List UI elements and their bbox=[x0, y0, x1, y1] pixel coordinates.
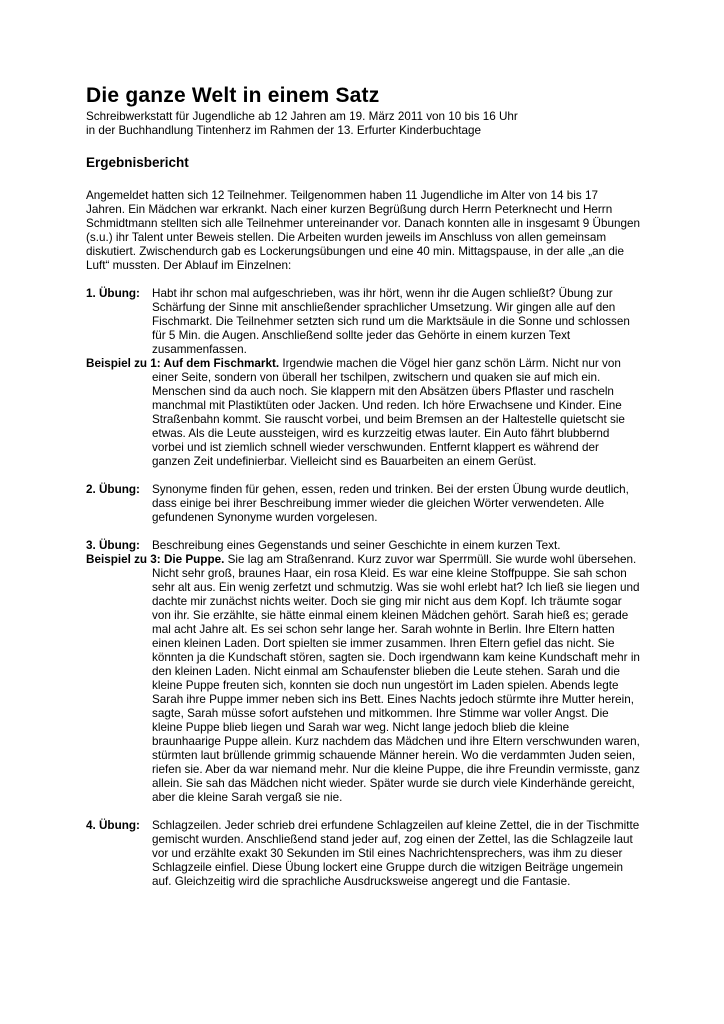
exercise-3-label: 3. Übung: bbox=[86, 539, 140, 552]
exercise-2-block bbox=[86, 483, 640, 525]
example-1-label: Beispiel zu 1: Auf dem Fischmarkt. bbox=[86, 357, 280, 370]
exercise-2-text: Synonyme finden für gehen, essen, reden und trinken. Bei der ersten Übung wurde deutlich, dass einige bei ihrer Beschreibung immer wieder die gleichen Wörter verwendeten. Alle gefundenen Synonyme wurden vorgelesen. bbox=[152, 483, 629, 524]
example-3-block bbox=[86, 553, 640, 805]
subtitle-line-1: Schreibwerkstatt für Jugendliche ab 12 Jahren am 19. März 2011 von 10 bis 16 Uhr bbox=[86, 110, 518, 123]
exercise-1-block bbox=[86, 287, 640, 357]
exercise-4-block bbox=[86, 819, 640, 889]
exercise-3-text: Beschreibung eines Gegenstands und seiner Geschichte in einem kurzen Text. bbox=[152, 539, 561, 552]
exercise-4-label: 4. Übung: bbox=[86, 819, 140, 832]
example-3-label: Beispiel zu 3: Die Puppe. bbox=[86, 553, 225, 566]
subtitle-line-2: in der Buchhandlung Tintenherz im Rahmen der 13. Erfurter Kinderbuchtage bbox=[86, 124, 482, 137]
exercise-3-block bbox=[86, 539, 640, 553]
report-heading: Ergebnisbericht bbox=[86, 155, 189, 170]
example-3-text: Sie lag am Straßenrand. Kurz zuvor war Sperrmüll. Sie wurde wohl übersehen. Nicht sehr groß, braunes Haar, ein rosa Kleid. Es war eine kleine Stoffpuppe. Sie sah schon sehr alt aus. Ein wenig zerfetzt und schmutzig. Was sie wohl erlebt hat? Ich ließ sie liegen und dachte mir zunächst nichts weiter. Doch sie ging mir nicht aus dem Kopf. Ich träumte sogar von ihr. Sie erzählte, sie hätte einmal einem kleinen Mädchen gehört. Sarah hieß es; gerade mal acht Jahre alt. Es sei schon sehr lange her. Sarah wohnte in Berlin. Ihre Eltern hatten einen kleinen Laden. Dort spielten sie immer zusammen. Ihren Eltern gefiel das nicht. Sie könnten ja die Kundschaft stören, sagten sie. Doch irgendwann kam keine Kundschaft mehr in den kleinen Laden. Nicht einmal am Schaufenster blieben die Leute stehen. Sarah und die kleine Puppe freuten sich, konnten sie doch nun ungestört im Laden spielen. Abends legte Sarah ihre Puppe immer neben sich ins Bett. Eines Nachts jedoch stürmte ihre Mutter herein, sagte, Sarah müsse sofort aufstehen und mitkommen. Ihre Stimme war voller Angst. Die kleine Puppe blieb liegen und Sarah war weg. Nicht lange jedoch blieb die kleine braunhaarige Puppe allein. Kurz nachdem das Mädchen und ihre Eltern verschwunden waren, stürmten laut brüllende grimmig schauende Männer herein. Wo die verdammten Juden seien, riefen sie. Aber da war niemand mehr. Nur die kleine Puppe, die ihre Freundin vermisste, ganz allein. Sie sah das Mädchen nicht wieder. Später wurde sie durch viele Kinderhände gereicht, aber die kleine Sarah vergaß sie nie. bbox=[152, 553, 640, 804]
example-1-block bbox=[86, 357, 640, 469]
exercise-4-text: Schlagzeilen. Jeder schrieb drei erfundene Schlagzeilen auf kleine Zettel, die in der Tischmitte gemischt wurden. Anschließend stand jeder auf, zog einen der Zettel, las die Schlagzeile laut vor und erzählte exakt 30 Sekunden im Stil eines Nachrichtensprechers, was ihm zu dieser Schlagzeile einfiel. Diese Übung lockert eine Gruppe durch die witzigen Beiträge ungemein auf. Gleichzeitig wird die sprachliche Ausdrucksweise angeregt und die Fantasie. bbox=[152, 819, 640, 888]
document-subtitle bbox=[86, 110, 640, 138]
exercise-1-label: 1. Übung: bbox=[86, 287, 140, 300]
document-title: Die ganze Welt in einem Satz bbox=[86, 84, 380, 107]
intro-paragraph: Angemeldet hatten sich 12 Teilnehmer. Teilgenommen haben 11 Jugendliche im Alter von 14 bis 17 Jahren. Ein Mädchen war erkrankt. Nach einer kurzen Begrüßung durch Herrn Peterknecht und Herrn Schmidtmann stellten sich alle Teilnehmer untereinander vor. Danach konnten alle in insgesamt 9 Übungen (s.u.) ihr Talent unter Beweis stellen. Die Arbeiten wurden jeweils im Anschluss von allen gemeinsam diskutiert. Zwischendurch gab es Lockerungsübungen und eine 40 min. Mittagspause, in der alle „an die Luft“ mussten. Der Ablauf im Einzelnen: bbox=[86, 189, 640, 272]
exercise-1-text: Habt ihr schon mal aufgeschrieben, was ihr hört, wenn ihr die Augen schließt? Übung zur Schärfung der Sinne mit anschließender sprachlicher Umsetzung. Wir gingen alle auf den Fischmarkt. Die Teilnehmer setzten sich rund um die Marktsäule in die Sonne und schlossen für 5 Min. die Augen. Anschließend sollte jeder das Gehörte in einem kurzen Text zusammenfassen. bbox=[152, 287, 630, 356]
exercise-2-label: 2. Übung: bbox=[86, 483, 140, 496]
example-1-text: Irgendwie machen die Vögel hier ganz schön Lärm. Nicht nur von einer Seite, sondern von überall her tschilpen, zwitschern und quaken sie auf mich ein. Menschen sind da auch noch. Sie klappern mit den Absätzen übers Pflaster und rascheln manchmal mit Plastiktüten oder Jacken. Und reden. Ich höre Erwachsene und Kinder. Eine Straßenbahn kommt. Sie rauscht vorbei, und beim Bremsen an der Haltestelle quietscht sie etwas. Als die Leute aussteigen, wird es kurzzeitig etwas lauter. Ein Auto fährt blubbernd vorbei und ist ziemlich schnell wieder verschwunden. Entfernt klappert es während der ganzen Zeit undefinierbar. Vielleicht sind es Bauarbeiten an einem Gerüst. bbox=[152, 357, 625, 468]
